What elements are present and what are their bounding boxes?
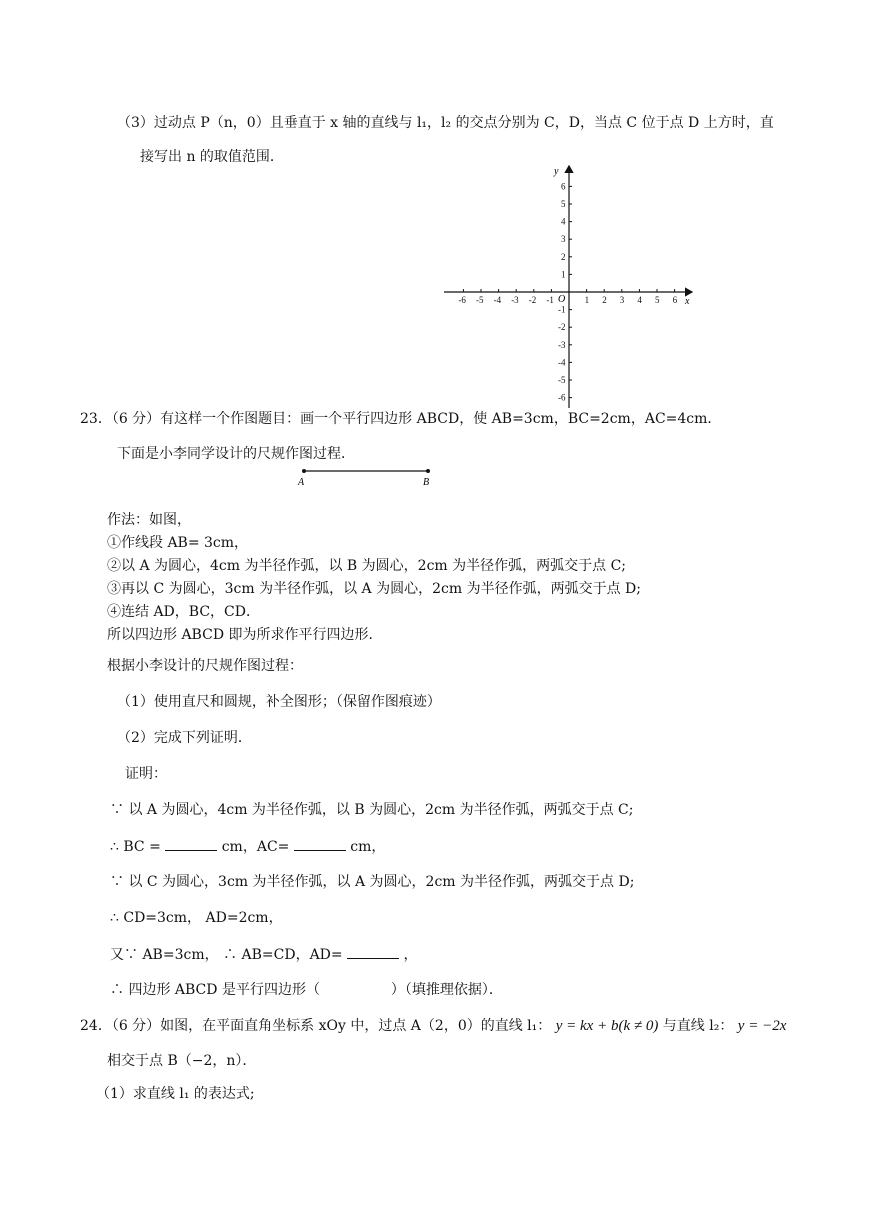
proof-line-6 (110, 980, 503, 1000)
y-tick-label: 5 (561, 199, 566, 209)
point-a (302, 469, 306, 473)
y-tick-label: -2 (558, 322, 566, 333)
proof-line-1: ∵ 以 A 为圆心，4cm 为半径作弧，以 B 为圆心，2cm 为半径作弧，两弧交于点 C; (110, 802, 634, 818)
y-tick-label: -6 (558, 392, 566, 403)
method-step-3: ③再以 C 为圆心，3cm 为半径作弧，以 A 为圆心，2cm 为半径作弧，两弧交于点 D; (107, 581, 641, 597)
segment-ab-figure (296, 463, 438, 487)
proof-line-5-part-a: 又∵ AB=3cm， ∴ AB=CD，AD= (110, 947, 343, 963)
x-tick-label: -2 (528, 295, 537, 305)
q23-header: 23．（6 分）有这样一个作图题目：画一个平行四边形 ABCD，使 AB=3cm，BC=2cm，AC=4cm． (80, 411, 722, 427)
q24-sub1: （1）求直线 l₁ 的表达式; (96, 1086, 255, 1102)
proof-line-6-part-a: ∴ 四边形 ABCD 是平行四边形（ (110, 982, 320, 998)
q23-intro: 下面是小李同学设计的尺规作图过程． (117, 446, 355, 462)
y-tick-label: 6 (561, 181, 566, 192)
q22-part3-line1: （3）过动点 P（n，0）且垂直于 x 轴的直线与 l₁，l₂ 的交点分别为 C，D，当点 C 位于点 D 上方时，直 (117, 115, 774, 131)
method-step-4: ④连结 AD，BC，CD． (107, 604, 260, 620)
x-axis-label: x (685, 296, 690, 307)
proof-line-4: ∴ CD=3cm， AD=2cm， (110, 910, 283, 926)
q24-header (80, 1016, 786, 1036)
x-tick-label: -5 (476, 295, 484, 305)
proof-line-2 (110, 836, 385, 857)
line-l1-equation: y = kx + b(k ≠ 0) (555, 1018, 659, 1034)
x-tick-label: 2 (602, 295, 607, 305)
segment-label-b: B (423, 477, 430, 487)
y-tick-label: -5 (558, 375, 566, 385)
point-b (426, 469, 430, 473)
x-tick-label: 5 (655, 295, 660, 305)
y-tick-label: 2 (561, 251, 566, 262)
x-tick-label: -3 (511, 295, 519, 305)
y-tick-label: 3 (561, 234, 566, 245)
proof-line-3: ∵ 以 C 为圆心，3cm 为半径作弧，以 A 为圆心，2cm 为半径作弧，两弧交于点 D; (110, 874, 635, 890)
x-tick-label: 1 (584, 295, 590, 305)
x-tick-label: 3 (619, 295, 625, 305)
proof-line-2-part-b: cm，AC= (221, 839, 290, 855)
method-title: 作法：如图， (107, 512, 191, 528)
q24-header-part-a: 24．（6 分）如图，在平面直角坐标系 xOy 中，过点 A（2，0）的直线 l₁： (80, 1018, 552, 1034)
q23-sub2: （2）完成下列证明． (117, 730, 252, 746)
proof-line-5-part-b: ， (403, 947, 418, 963)
q24-header-part-b: 与直线 l₂： (662, 1018, 734, 1034)
y-tick-label: 1 (561, 269, 566, 280)
y-tick-label: 4 (561, 216, 566, 227)
method-conclusion: 所以四边形 ABCD 即为所求作平行四边形． (107, 627, 383, 643)
coordinate-grid (440, 160, 700, 412)
y-tick-label: -3 (558, 339, 566, 350)
proof-line-6-part-b: ）（填推理依据）． (390, 982, 503, 998)
proof-line-2-part-a: ∴ BC = (110, 839, 161, 855)
blank-ac[interactable] (294, 836, 346, 851)
proof-title: 证明： (125, 766, 167, 782)
proof-line-2-part-c: cm， (350, 839, 386, 855)
q23-sub1: （1）使用直尺和圆规，补全图形；（保留作图痕迹） (117, 694, 441, 710)
q24-line-2: 相交于点 B（−2，n）． (107, 1053, 257, 1069)
x-tick-label: -6 (458, 295, 466, 305)
y-tick-label: -1 (558, 304, 566, 315)
x-tick-label: -4 (493, 295, 502, 305)
construction-basis: 根据小李设计的尺规作图过程： (107, 658, 303, 674)
x-tick-label: -1 (546, 295, 554, 305)
x-tick-label: 6 (672, 295, 678, 305)
blank-ad[interactable] (347, 944, 399, 959)
segment-label-a: A (298, 477, 305, 487)
blank-bc[interactable] (165, 836, 217, 851)
method-step-2: ②以 A 为圆心，4cm 为半径作弧，以 B 为圆心，2cm 为半径作弧，两弧交于点 C; (107, 558, 627, 574)
proof-line-5 (110, 944, 418, 965)
origin-label: O (558, 294, 566, 305)
line-l2-equation: y = −2x (737, 1018, 787, 1034)
y-axis-label: y (554, 166, 559, 177)
x-tick-label: 4 (637, 295, 642, 305)
method-step-1: ①作线段 AB= 3cm， (107, 535, 249, 551)
y-tick-label: -4 (558, 357, 566, 368)
q22-part3-line2: 接写出 n 的取值范围． (140, 149, 284, 165)
